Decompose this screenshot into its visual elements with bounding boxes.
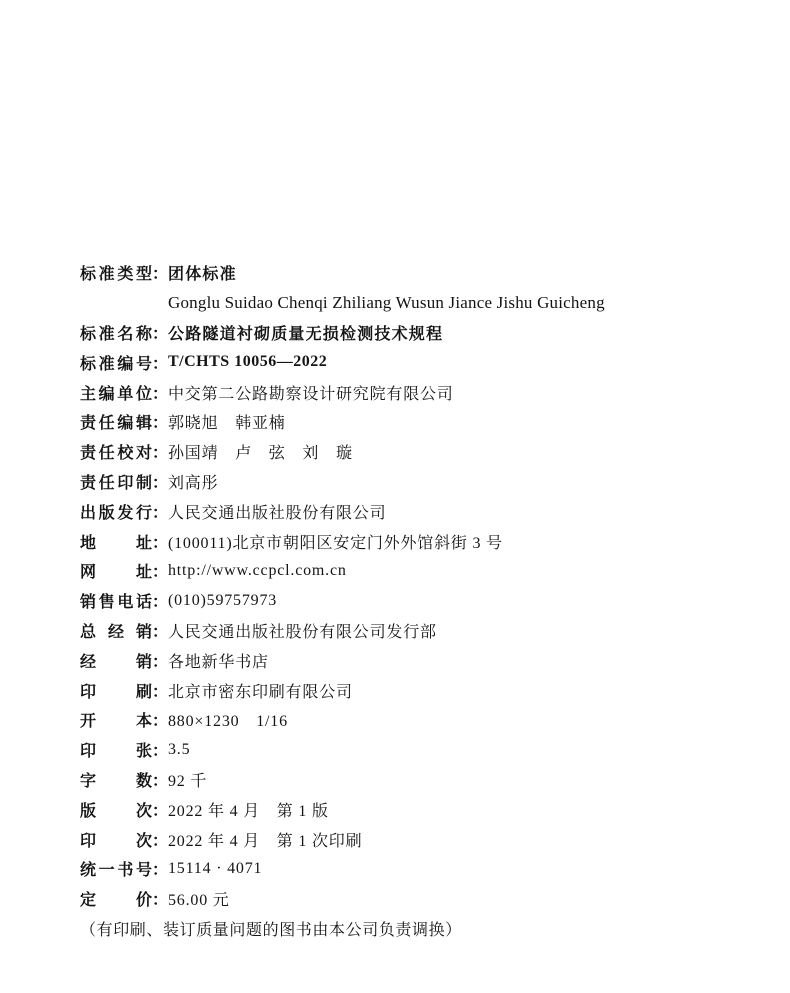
row-label: 字 数 bbox=[80, 772, 152, 790]
colophon-content bbox=[80, 258, 730, 943]
row-value: 公路隧道衬砌质量无损检测技术规程 bbox=[168, 325, 444, 343]
row-colon: ： bbox=[152, 355, 169, 373]
colophon-row bbox=[80, 318, 730, 348]
row-label: 印 次 bbox=[80, 832, 152, 850]
row-value: 中交第二公路勘察设计研究院有限公司 bbox=[168, 385, 454, 403]
row-label: 责 任 编 辑 bbox=[80, 415, 152, 433]
row-colon: ： bbox=[152, 743, 169, 761]
row-label: 出 版 发 行 bbox=[80, 504, 152, 522]
colophon-row bbox=[80, 496, 730, 526]
row-value: (100011)北京市朝阳区安定门外外馆斜街 3 号 bbox=[168, 534, 503, 552]
row-value: 各地新华书店 bbox=[168, 653, 269, 671]
colophon-row bbox=[80, 258, 730, 288]
row-label: 总 经 销 bbox=[80, 623, 152, 641]
colophon-row bbox=[80, 645, 730, 675]
row-colon: ： bbox=[152, 832, 169, 850]
colophon-row bbox=[80, 586, 730, 616]
row-label: 印 刷 bbox=[80, 683, 152, 701]
colophon-row bbox=[80, 675, 730, 705]
row-colon: ： bbox=[152, 862, 169, 880]
row-colon: ： bbox=[152, 415, 169, 433]
row-value: 北京市密东印刷有限公司 bbox=[168, 683, 353, 701]
row-colon: ： bbox=[152, 623, 169, 641]
row-colon: ： bbox=[152, 653, 169, 671]
colophon-row bbox=[80, 437, 730, 467]
row-colon: ： bbox=[152, 892, 169, 910]
row-value: 92 千 bbox=[168, 772, 208, 790]
row-label: 地 址 bbox=[80, 534, 152, 552]
row-colon: ： bbox=[152, 713, 169, 731]
row-value: 2022 年 4 月 第 1 版 bbox=[168, 802, 329, 820]
row-label: 主 编 单 位 bbox=[80, 385, 152, 403]
colophon-row bbox=[80, 526, 730, 556]
row-value: 880×1230 1/16 bbox=[168, 713, 288, 731]
row-label: 统 一 书 号 bbox=[80, 862, 152, 880]
row-colon: ： bbox=[152, 534, 169, 552]
row-colon: ： bbox=[152, 325, 169, 343]
row-label: 责 任 校 对 bbox=[80, 445, 152, 463]
row-value: http://www.ccpcl.com.cn bbox=[168, 561, 347, 579]
colophon-row bbox=[80, 467, 730, 497]
pinyin-title: Gonglu Suidao Chenqi Zhiliang Wusun Jiance Jishu Guicheng bbox=[168, 292, 605, 312]
reprint-notice: （有印刷、装订质量问题的图书由本公司负责调换） bbox=[80, 921, 462, 939]
row-label: 版 次 bbox=[80, 802, 152, 820]
row-colon: ： bbox=[152, 266, 169, 284]
row-value: 孙国靖 卢 弦 刘 璇 bbox=[168, 445, 353, 463]
colophon-row bbox=[80, 794, 730, 824]
colophon-row bbox=[80, 884, 730, 914]
row-colon: ： bbox=[152, 594, 169, 612]
row-label: 标 准 类 型 bbox=[80, 266, 152, 284]
row-value: 15114 · 4071 bbox=[168, 859, 263, 877]
row-value: 人民交通出版社股份有限公司发行部 bbox=[168, 623, 437, 641]
colophon-row bbox=[80, 616, 730, 646]
row-colon: ： bbox=[152, 802, 169, 820]
row-label: 经 销 bbox=[80, 653, 152, 671]
row-value: 2022 年 4 月 第 1 次印刷 bbox=[168, 832, 363, 850]
row-colon: ： bbox=[152, 504, 169, 522]
colophon-row bbox=[80, 288, 730, 318]
row-label: 印 张 bbox=[80, 743, 152, 761]
row-value: 刘高彤 bbox=[168, 474, 219, 492]
colophon-row bbox=[80, 765, 730, 795]
row-colon: ： bbox=[152, 385, 169, 403]
row-colon: ： bbox=[152, 564, 169, 582]
colophon-row bbox=[80, 705, 730, 735]
row-label: 标 准 编 号 bbox=[80, 355, 152, 373]
colophon-row bbox=[80, 556, 730, 586]
row-colon: ： bbox=[152, 445, 169, 463]
row-value: 郭晓旭 韩亚楠 bbox=[168, 415, 286, 433]
row-value: 人民交通出版社股份有限公司 bbox=[168, 504, 387, 522]
row-value: 3.5 bbox=[168, 740, 191, 758]
row-label: 定 价 bbox=[80, 892, 152, 910]
row-value: 56.00 元 bbox=[168, 892, 230, 910]
row-colon: ： bbox=[152, 683, 169, 701]
colophon-row bbox=[80, 854, 730, 884]
colophon-rows bbox=[80, 258, 730, 914]
row-colon: ： bbox=[152, 772, 169, 790]
colophon-row bbox=[80, 824, 730, 854]
row-label: 标 准 名 称 bbox=[80, 325, 152, 343]
colophon-row bbox=[80, 347, 730, 377]
row-colon: ： bbox=[152, 474, 169, 492]
row-label: 销 售 电 话 bbox=[80, 594, 152, 612]
row-value: (010)59757973 bbox=[168, 591, 278, 609]
row-label: 网 址 bbox=[80, 564, 152, 582]
row-label: 开 本 bbox=[80, 713, 152, 731]
colophon-row bbox=[80, 407, 730, 437]
colophon-row bbox=[80, 735, 730, 765]
colophon-row bbox=[80, 377, 730, 407]
row-label: 责 任 印 制 bbox=[80, 474, 152, 492]
row-value: 团体标准 bbox=[168, 266, 237, 284]
row-value: T/CHTS 10056—2022 bbox=[168, 353, 328, 371]
